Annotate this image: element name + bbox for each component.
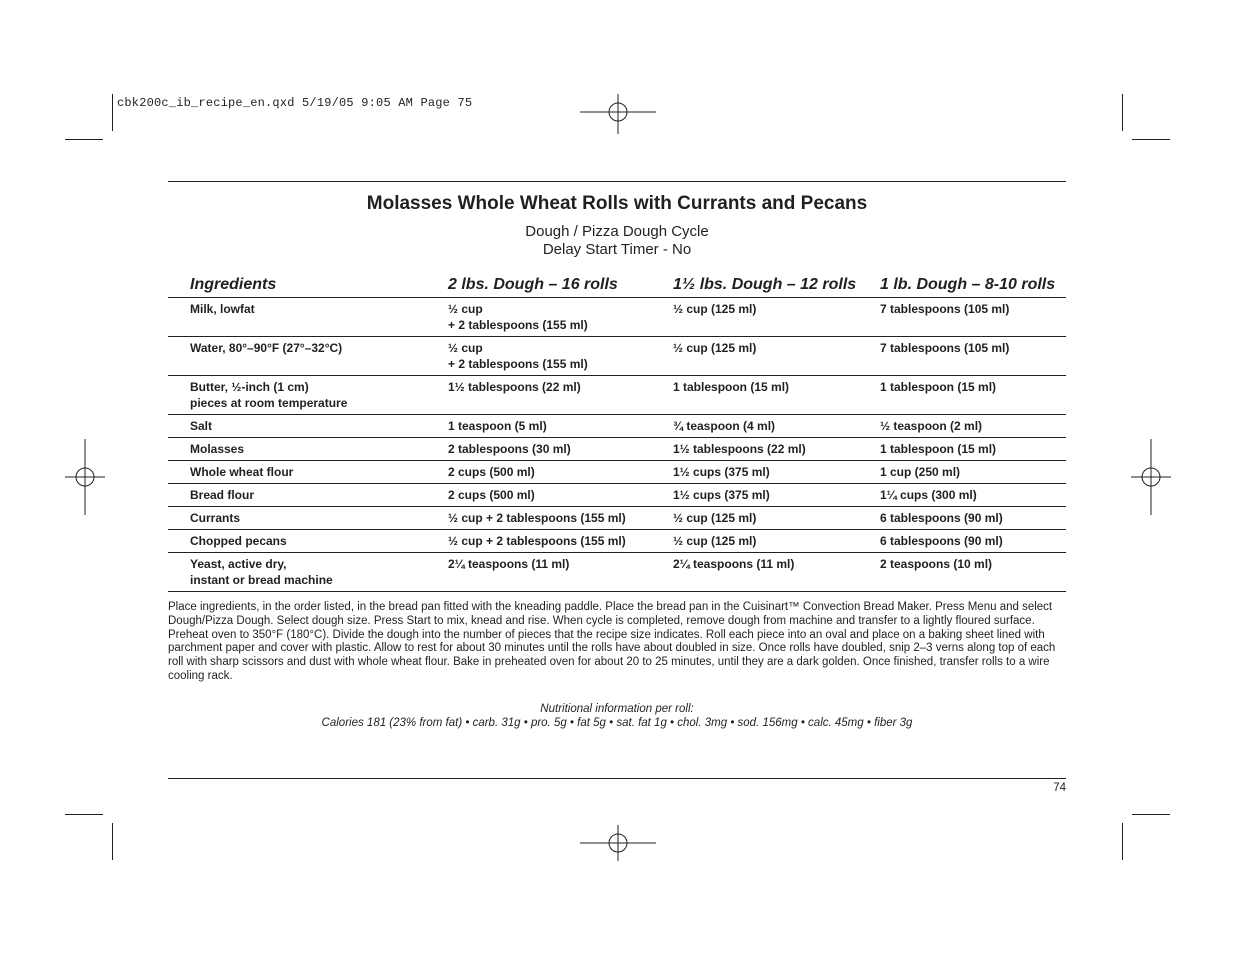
amount-2lbs-cell (448, 438, 673, 461)
column-header-1-5lbs: 1½ lbs. Dough – 12 rolls (673, 272, 880, 298)
cell-line: Molasses (190, 442, 245, 456)
cell-line: Water, 80°–90°F (27°–32°C) (190, 341, 343, 355)
crop-mark-top-left-horizontal (65, 139, 103, 140)
amount-1lb-cell (880, 553, 1066, 592)
cell-line: + 2 tablespoons (155 ml) (448, 318, 588, 332)
cell-line: ½ cup + 2 tablespoons (155 ml) (448, 534, 626, 548)
table-row (168, 298, 1066, 337)
amount-1lb-cell (880, 484, 1066, 507)
top-rule (168, 181, 1066, 182)
registration-mark-right-icon (1131, 439, 1171, 515)
cell-line: 2¼ teaspoons (11 ml) (448, 557, 570, 571)
crop-mark-top-right-horizontal (1132, 139, 1170, 140)
registration-mark-top-icon (580, 94, 656, 134)
amount-2lbs-cell (448, 461, 673, 484)
cell-line: 1¼ cups (300 ml) (880, 488, 977, 502)
page-number: 74 (1053, 782, 1066, 794)
delay-subtitle: Delay Start Timer - No (542, 241, 692, 258)
amount-2lbs-cell (448, 507, 673, 530)
table-row (168, 530, 1066, 553)
cell-line: ½ cup (125 ml) (673, 302, 757, 316)
ingredients-table (168, 272, 1066, 592)
nutrition-heading: Nutritional information per roll: (540, 703, 694, 715)
amount-2lbs-cell (448, 376, 673, 415)
table-row (168, 507, 1066, 530)
table-header-row (168, 272, 1066, 298)
table-row (168, 553, 1066, 592)
amount-1-5lbs-cell (673, 461, 880, 484)
ingredient-cell (168, 376, 448, 415)
amount-1lb-cell (880, 298, 1066, 337)
amount-1-5lbs-cell (673, 484, 880, 507)
cell-line: ½ cup (125 ml) (673, 511, 757, 525)
cell-line: Currants (190, 511, 241, 525)
amount-1-5lbs-cell (673, 415, 880, 438)
registration-mark-left-icon (65, 439, 105, 515)
cycle-subtitle: Dough / Pizza Dough Cycle (525, 223, 709, 240)
amount-1lb-cell (880, 438, 1066, 461)
cell-line: + 2 tablespoons (155 ml) (448, 357, 588, 371)
ingredient-cell (168, 553, 448, 592)
cell-line: Yeast, active dry, (190, 557, 287, 571)
cell-line: 6 tablespoons (90 ml) (880, 534, 1003, 548)
cell-line: instant or bread machine (190, 573, 333, 587)
amount-1lb-cell (880, 376, 1066, 415)
amount-1-5lbs-cell (673, 507, 880, 530)
table-row (168, 484, 1066, 507)
amount-1-5lbs-cell (673, 337, 880, 376)
cell-line: ½ cup (448, 341, 483, 355)
file-slug-line: cbk200c_ib_recipe_en.qxd 5/19/05 9:05 AM Page 75 (117, 96, 473, 110)
cell-line: pieces at room temperature (190, 396, 348, 410)
cell-line: Bread flour (190, 488, 255, 502)
crop-mark-bottom-left-horizontal (65, 814, 103, 815)
amount-1lb-cell (880, 415, 1066, 438)
registration-mark-bottom-icon (580, 825, 656, 861)
cell-line: 1 teaspoon (5 ml) (448, 419, 547, 433)
cell-line: Whole wheat flour (190, 465, 294, 479)
table-row (168, 461, 1066, 484)
cell-line: ½ teaspoon (2 ml) (880, 419, 983, 433)
cell-line: 2 tablespoons (30 ml) (448, 442, 571, 456)
cell-line: 1 cup (250 ml) (880, 465, 961, 479)
cell-line: Salt (190, 419, 213, 433)
amount-1lb-cell (880, 461, 1066, 484)
cell-line: 1½ cups (375 ml) (673, 488, 770, 502)
recipe-title: Molasses Whole Wheat Rolls with Currants and Pecans (366, 193, 868, 214)
recipe-instructions: Place ingredients, in the order listed, in the bread pan fitted with the kneading paddle. Place the bread pan in the Cuisinart™ Convection Bread Maker. Press Menu and select Dough/Pizza Dough. Select dough size. Press Start to mix, knead and rise. When cycle is completed, remove dough from machine and transfer to a lightly floured surface. Preheat oven to 350°F (180°C). Divide the dough into the number of pieces that the recipe size indicates. Roll each piece into an oval and place on a baking sheet lined with parchment paper and cover with plastic. Allow to rest for about 30 minutes until the rolls have about doubled in size. Once rolls have doubled, snip 2–3 verns along top of each roll with sharp scissors and dust with whole wheat flour. Bake in preheated oven for about 20 to 25 minutes, until they are a dark golden. Once finished, transfer rolls to a wire cooling rack. (168, 601, 1056, 682)
cell-line: 2 cups (500 ml) (448, 488, 535, 502)
cell-line: 7 tablespoons (105 ml) (880, 341, 1010, 355)
cell-line: ½ cup (125 ml) (673, 341, 757, 355)
cell-line: 1 tablespoon (15 ml) (880, 442, 997, 456)
column-header-ingredients: Ingredients (168, 272, 448, 298)
cell-line: 1½ cups (375 ml) (673, 465, 770, 479)
amount-2lbs-cell (448, 337, 673, 376)
cell-line: 2¼ teaspoons (11 ml) (673, 557, 795, 571)
crop-mark-top-left-vertical (112, 94, 113, 131)
cell-line: 2 cups (500 ml) (448, 465, 535, 479)
ingredient-cell (168, 298, 448, 337)
amount-2lbs-cell (448, 530, 673, 553)
column-header-2lbs: 2 lbs. Dough – 16 rolls (448, 272, 673, 298)
amount-1lb-cell (880, 337, 1066, 376)
ingredient-cell (168, 415, 448, 438)
ingredient-cell (168, 530, 448, 553)
cell-line: 7 tablespoons (105 ml) (880, 302, 1010, 316)
crop-mark-bottom-left-vertical (112, 823, 113, 860)
cell-line: Butter, ½-inch (1 cm) (190, 380, 309, 394)
cell-line: Chopped pecans (190, 534, 287, 548)
table-row (168, 337, 1066, 376)
amount-1-5lbs-cell (673, 553, 880, 592)
nutrition-values: Calories 181 (23% from fat) • carb. 31g • pro. 5g • fat 5g • sat. fat 1g • chol. 3mg • sod. 156mg • calc. 45mg • fiber 3g (321, 717, 913, 729)
ingredient-cell (168, 484, 448, 507)
amount-1-5lbs-cell (673, 298, 880, 337)
cell-line: 6 tablespoons (90 ml) (880, 511, 1003, 525)
column-header-1lb: 1 lb. Dough – 8-10 rolls (880, 272, 1066, 298)
ingredient-cell (168, 461, 448, 484)
amount-1lb-cell (880, 530, 1066, 553)
amount-2lbs-cell (448, 415, 673, 438)
ingredient-cell (168, 337, 448, 376)
amount-1-5lbs-cell (673, 376, 880, 415)
cell-line: 1½ tablespoons (22 ml) (448, 380, 581, 394)
ingredient-cell (168, 507, 448, 530)
crop-mark-bottom-right-horizontal (1132, 814, 1170, 815)
amount-2lbs-cell (448, 484, 673, 507)
table-row (168, 376, 1066, 415)
cell-line: 1 tablespoon (15 ml) (880, 380, 997, 394)
bottom-rule (168, 778, 1066, 779)
cell-line: ½ cup (448, 302, 483, 316)
table-body (168, 298, 1066, 592)
table-row (168, 438, 1066, 461)
cell-line: 2 teaspoons (10 ml) (880, 557, 993, 571)
cell-line: 1½ tablespoons (22 ml) (673, 442, 806, 456)
amount-2lbs-cell (448, 298, 673, 337)
cell-line: Milk, lowfat (190, 302, 255, 316)
cell-line: ½ cup (125 ml) (673, 534, 757, 548)
ingredient-cell (168, 438, 448, 461)
amount-1-5lbs-cell (673, 438, 880, 461)
amount-1-5lbs-cell (673, 530, 880, 553)
cell-line: 1 tablespoon (15 ml) (673, 380, 790, 394)
crop-mark-bottom-right-vertical (1122, 823, 1123, 860)
amount-2lbs-cell (448, 553, 673, 592)
amount-1lb-cell (880, 507, 1066, 530)
crop-mark-top-right-vertical (1122, 94, 1123, 131)
cell-line: ½ cup + 2 tablespoons (155 ml) (448, 511, 626, 525)
table-row (168, 415, 1066, 438)
cell-line: ¾ teaspoon (4 ml) (673, 419, 776, 433)
